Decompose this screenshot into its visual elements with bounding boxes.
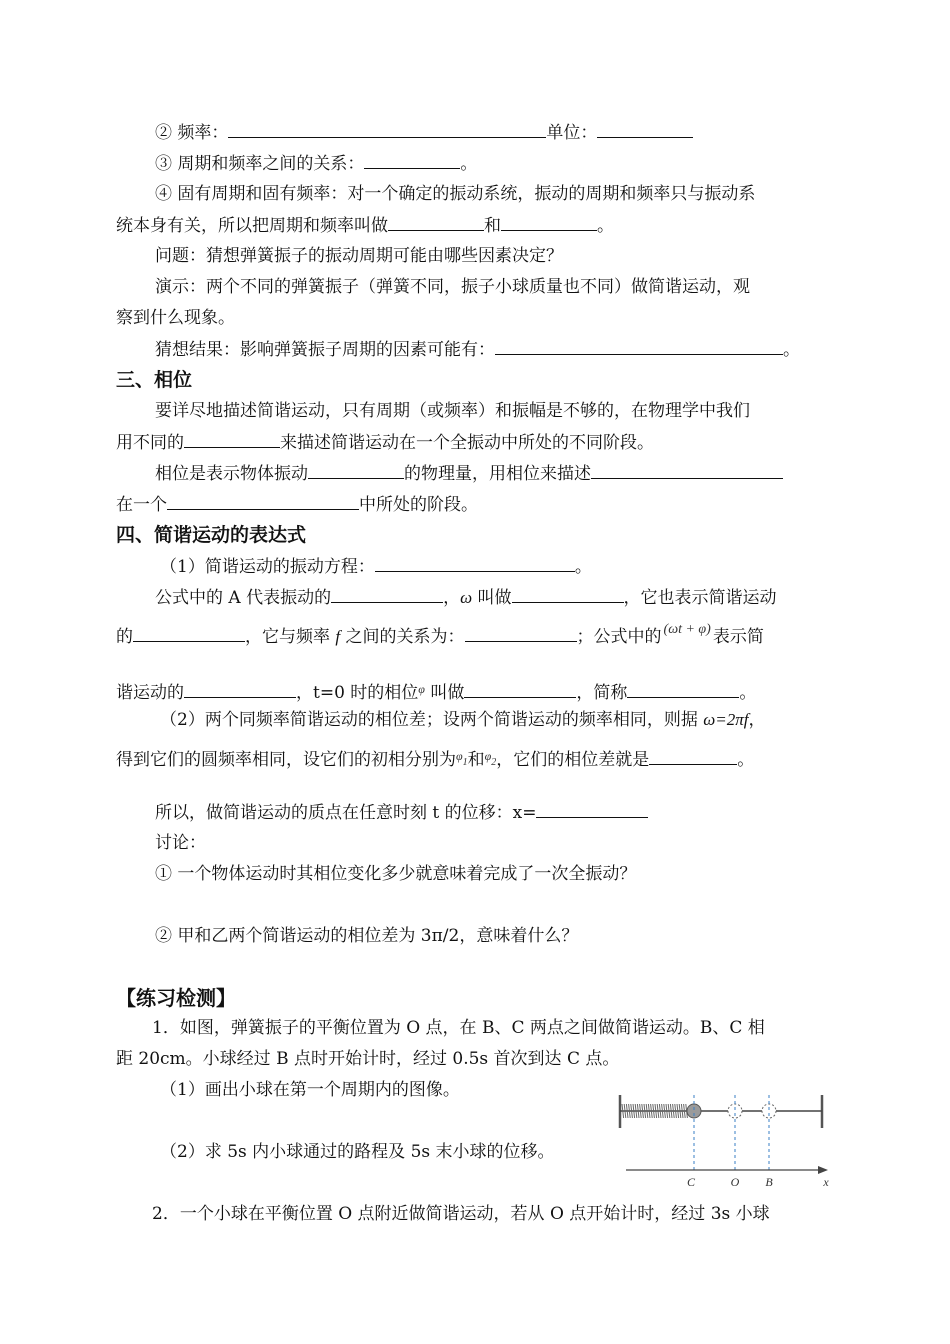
blank-omega-f-relation[interactable] <box>465 624 577 642</box>
blank-phase-describe[interactable] <box>591 461 783 479</box>
blank-frequency-definition[interactable] <box>228 120 546 138</box>
line-q1-part1: （1）画出小球在第一个周期内的图像。 <box>160 1080 460 1100</box>
line-period-frequency-relation: ③ 周期和频率之间的关系： 。 <box>155 151 477 176</box>
line-phase-definition-cont: 在一个 中所处的阶段。 <box>116 492 478 517</box>
blank-phase-term[interactable] <box>184 430 280 448</box>
blank-frequency-unit[interactable] <box>597 120 693 138</box>
spring-oscillator-figure <box>608 1090 838 1194</box>
line-initial-phase: 谐运动的 ，t=0 时的相位$^\varphi$ 叫做 ，简称 。 <box>116 682 757 703</box>
section-heading-practice: 【练习检测】 <box>116 986 236 1010</box>
blank-omega-name[interactable] <box>512 585 624 603</box>
blank-period-factors[interactable] <box>495 337 783 355</box>
blank-relation[interactable] <box>364 151 460 169</box>
line-natural-period-cont: 统本身有关，所以把周期和频率叫做 和 。 <box>116 213 614 238</box>
x-axis-arrow <box>818 1166 828 1174</box>
line-q1: 1．如图，弹簧振子的平衡位置为 O 点，在 B、C 两点之间做简谐运动。B、C 相 <box>152 1018 765 1038</box>
line-discussion: 讨论： <box>155 833 206 853</box>
line-discussion-1: ① 一个物体运动时其相位变化多少就意味着完成了一次全振动？ <box>155 864 637 884</box>
line-natural-period: ④ 固有周期和固有频率：对一个确定的振动系统，振动的周期和频率只与振动系 <box>155 184 756 204</box>
line-question: 问题：猜想弹簧振子的振动周期可能由哪些因素决定？ <box>155 246 563 266</box>
line-vibration-equation: （1）简谐运动的振动方程： 。 <box>160 554 592 579</box>
label-b: B <box>765 1175 773 1189</box>
line-q1-part2: （2）求 5s 内小球通过的路程及 5s 末小球的位移。 <box>160 1142 555 1162</box>
label-c: C <box>686 1175 696 1189</box>
label-o: O <box>730 1175 740 1189</box>
blank-phase-meaning[interactable] <box>308 461 404 479</box>
blank-natural-frequency[interactable] <box>501 213 597 231</box>
line-phase-intro: 要详尽地描述简谐运动，只有周期（或频率）和振幅是不够的，在物理学中我们 <box>155 401 750 421</box>
blank-phase-within[interactable] <box>167 492 359 510</box>
label-x: x <box>823 1175 829 1189</box>
blank-initial-phase-short[interactable] <box>627 680 739 698</box>
section-heading-expression: 四、简谐运动的表达式 <box>116 524 307 546</box>
blank-amplitude[interactable] <box>331 585 443 603</box>
formula-phase: (ωt + φ) <box>663 622 711 637</box>
blank-natural-period[interactable] <box>388 213 484 231</box>
line-guess-result: 猜想结果：影响弹簧振子周期的因素可能有： 。 <box>155 337 800 362</box>
line-formula-frequency: 的 ，它与频率 f 之间的关系为： ；公式中的 $^{(\omega t + \varphi)}$ 表示简 <box>116 622 764 647</box>
blank-omega-meaning[interactable] <box>133 624 245 642</box>
blank-equation[interactable] <box>375 554 575 572</box>
line-phase-intro-cont: 用不同的 来描述简谐运动在一个全振动中所处的不同阶段。 <box>116 430 654 455</box>
section-heading-phase: 三、相位 <box>116 369 193 391</box>
line-frequency: ② 频率： 单位： <box>155 120 693 145</box>
blank-initial-phase-name[interactable] <box>464 680 576 698</box>
blank-displacement[interactable] <box>536 800 648 818</box>
line-demo: 演示：两个不同的弹簧振子（弹簧不同，振子小球质量也不同）做简谐运动，观 <box>155 277 750 297</box>
blank-phase[interactable] <box>184 680 296 698</box>
line-q2: 2．一个小球在平衡位置 O 点附近做简谐运动，若从 O 点开始计时，经过 3s 小球 <box>152 1204 770 1224</box>
line-phase-difference-cont: 得到它们的圆频率相同，设它们的初相分别为$^\varphi$1和$^\varphi$2，它们的相位差就是 。 <box>116 749 755 770</box>
line-discussion-2: ② 甲和乙两个简谐运动的相位差为 3π/2，意味着什么？ <box>155 926 579 946</box>
blank-phase-difference[interactable] <box>649 747 737 765</box>
line-phase-definition: 相位是表示物体振动 的物理量，用相位来描述 <box>155 461 783 486</box>
line-displacement: 所以，做简谐运动的质点在任意时刻 t 的位移：x= <box>155 800 648 825</box>
line-phase-difference: （2）两个同频率简谐运动的相位差；设两个简谐运动的频率相同，则据 ω=2πf， <box>160 710 766 730</box>
line-q1-cont: 距 20cm。小球经过 B 点时开始计时，经过 0.5s 首次到达 C 点。 <box>116 1049 620 1069</box>
line-formula-amplitude: 公式中的 A 代表振动的 ，ω 叫做 ，它也表示简谐运动 <box>155 585 777 610</box>
line-demo-cont: 察到什么现象。 <box>116 308 235 328</box>
